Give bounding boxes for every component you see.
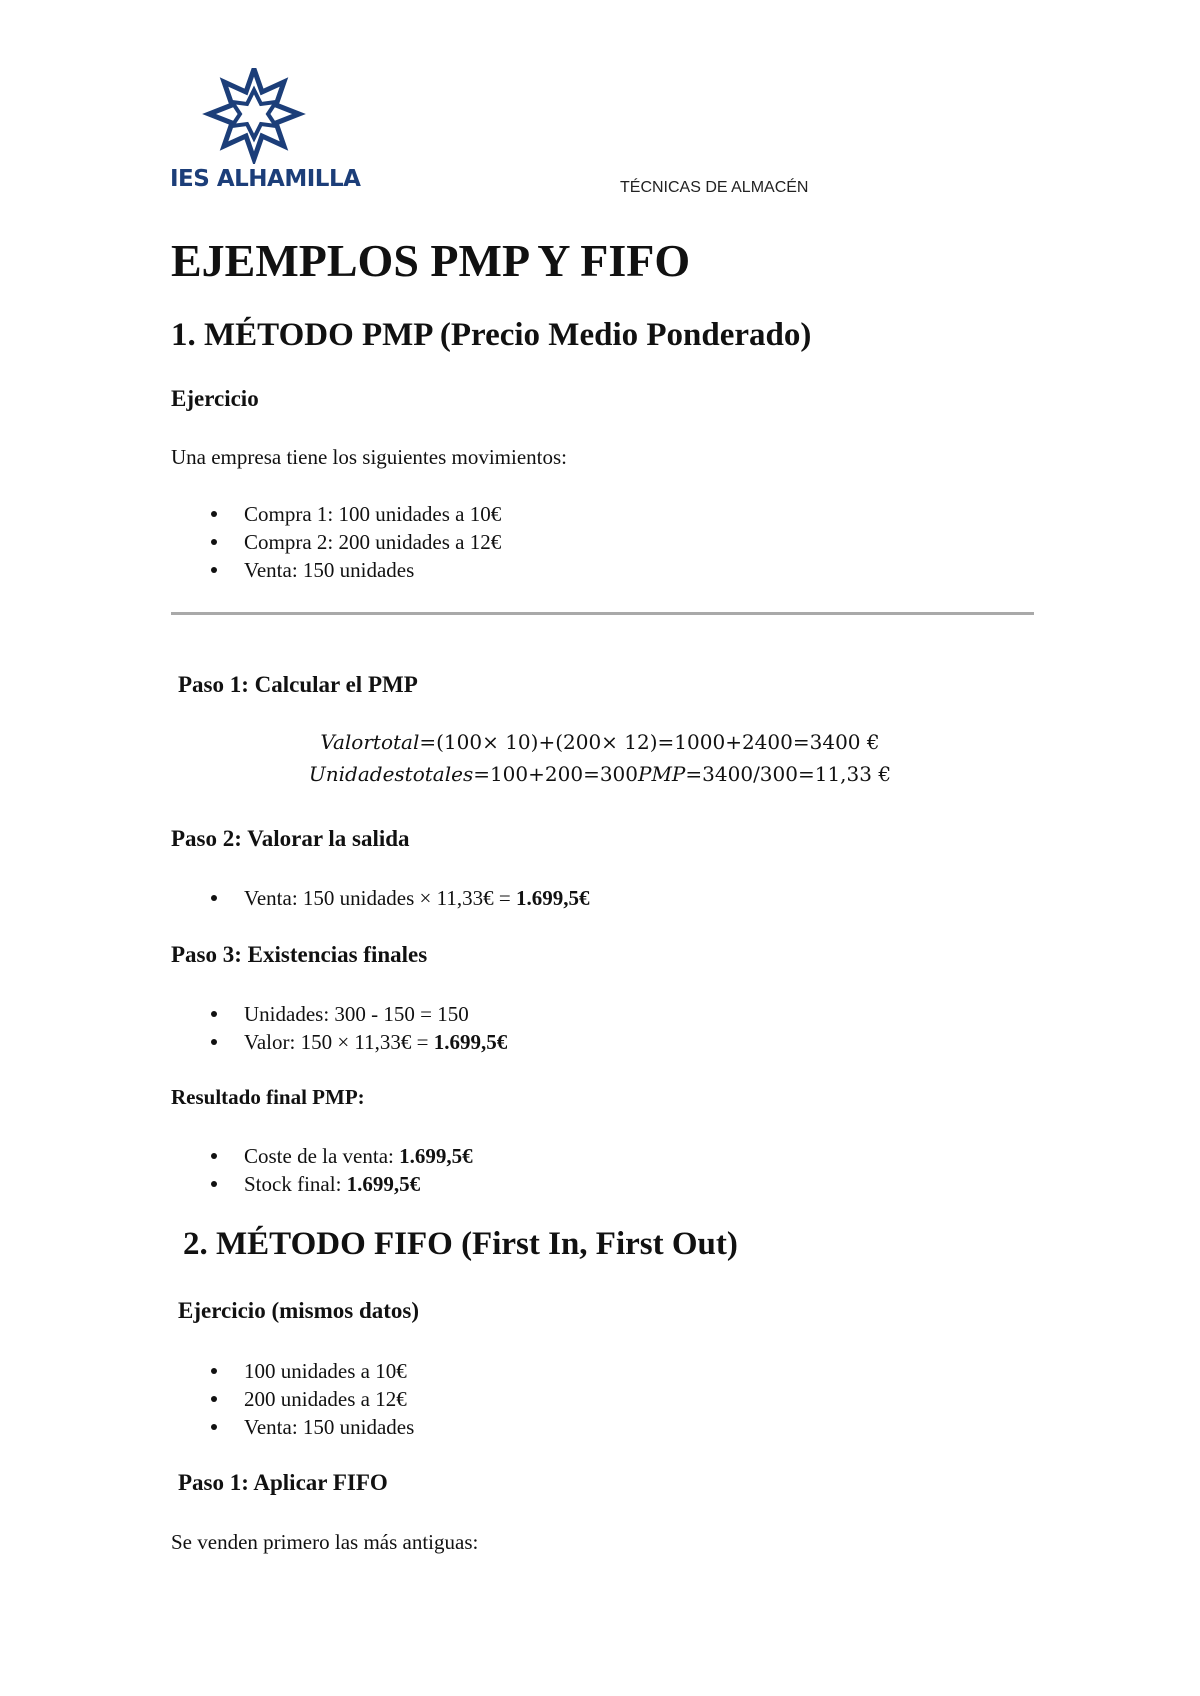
pmp-section-heading: 1. MÉTODO PMP (Precio Medio Ponderado) bbox=[171, 317, 812, 353]
item-text: Valor: 150 × 11,33€ = bbox=[244, 1030, 434, 1054]
logo-text: IES ALHAMILLA bbox=[170, 166, 361, 192]
list-item: Venta: 150 unidades bbox=[171, 1413, 414, 1441]
pmp-intro-text: Una empresa tiene los siguientes movimientos: bbox=[171, 445, 568, 469]
list-item bbox=[171, 1142, 473, 1170]
fifo-section-heading: 2. MÉTODO FIFO (First In, First Out) bbox=[183, 1226, 738, 1262]
formula-result: =3400/300=11,33 € bbox=[685, 762, 892, 786]
formula-total-units bbox=[0, 762, 1200, 786]
star-emblem-icon bbox=[170, 68, 350, 164]
list-item: 200 unidades a 12€ bbox=[171, 1385, 414, 1413]
item-text: Stock final: bbox=[244, 1172, 347, 1196]
fifo-items-list bbox=[171, 1357, 414, 1441]
item-value: 1.699,5€ bbox=[399, 1144, 473, 1168]
list-item: Unidades: 300 - 150 = 150 bbox=[171, 1000, 507, 1028]
item-value: 1.699,5€ bbox=[346, 1172, 421, 1196]
list-item bbox=[171, 1028, 507, 1056]
page-title: EJEMPLOS PMP Y FIFO bbox=[171, 235, 691, 286]
item-text: Venta: 150 unidades × 11,33€ = bbox=[244, 886, 516, 910]
fifo-step1-text: Se venden primero las más antiguas: bbox=[171, 1530, 479, 1554]
fifo-step1-heading: Paso 1: Aplicar FIFO bbox=[178, 1470, 388, 1495]
pmp-exercise-heading: Ejercicio bbox=[171, 386, 259, 411]
school-logo bbox=[170, 68, 361, 198]
formula-expression: =(100× 10)+(200× 12)=1000+2400=3400 € bbox=[419, 730, 880, 754]
pmp-result-heading: Resultado final PMP: bbox=[171, 1085, 365, 1109]
formula-label: Valortotal bbox=[320, 730, 420, 754]
pmp-step2-heading: Paso 2: Valorar la salida bbox=[171, 826, 410, 851]
formula-total-value bbox=[0, 730, 1200, 754]
list-item bbox=[171, 884, 589, 912]
item-text: Coste de la venta: bbox=[244, 1144, 400, 1168]
subject-header: TÉCNICAS DE ALMACÉN bbox=[620, 179, 809, 196]
horizontal-divider bbox=[171, 612, 1034, 615]
formula-pmp-label: PMP bbox=[638, 762, 686, 786]
item-value: 1.699,5€ bbox=[433, 1030, 508, 1054]
list-item: 100 unidades a 10€ bbox=[171, 1357, 414, 1385]
pmp-movements-list bbox=[171, 500, 501, 584]
pmp-step2-list bbox=[171, 884, 589, 912]
list-item: Venta: 150 unidades bbox=[171, 556, 501, 584]
pmp-step3-list bbox=[171, 1000, 507, 1056]
pmp-result-list bbox=[171, 1142, 473, 1198]
pmp-step3-heading: Paso 3: Existencias finales bbox=[171, 942, 428, 967]
list-item bbox=[171, 1170, 473, 1198]
formula-label: Unidadestotales bbox=[308, 762, 474, 786]
list-item: Compra 2: 200 unidades a 12€ bbox=[171, 528, 501, 556]
pmp-step1-heading: Paso 1: Calcular el PMP bbox=[178, 672, 418, 697]
formula-expression: =100+200=300 bbox=[473, 762, 638, 786]
fifo-exercise-heading: Ejercicio (mismos datos) bbox=[178, 1298, 420, 1323]
item-value: 1.699,5€ bbox=[515, 886, 590, 910]
list-item: Compra 1: 100 unidades a 10€ bbox=[171, 500, 501, 528]
